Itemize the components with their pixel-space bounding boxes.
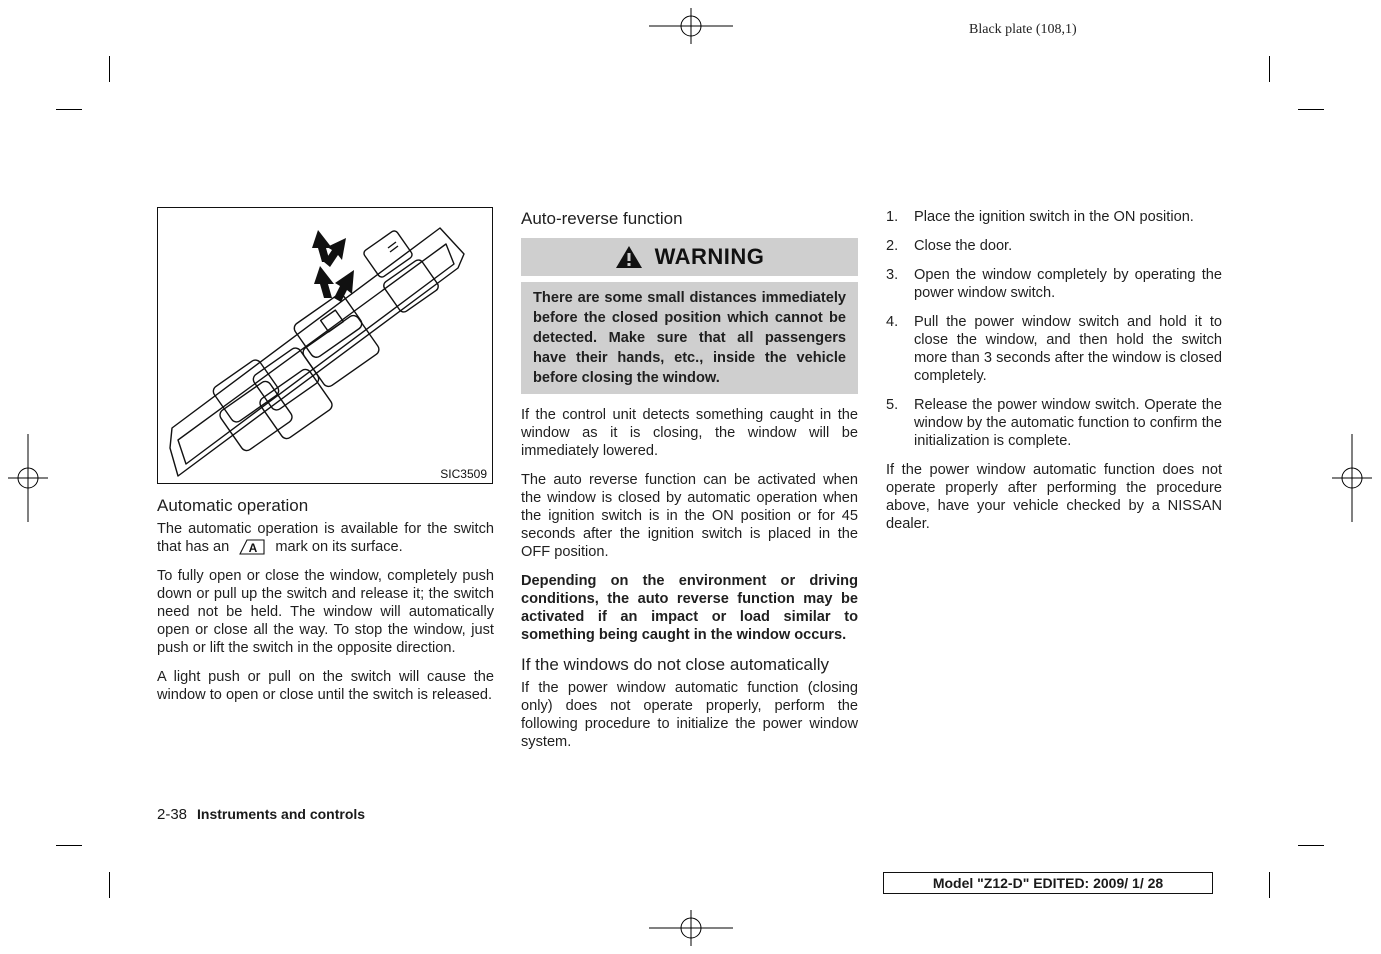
step-number: 4. [886, 314, 899, 330]
registration-mark-icon [1332, 434, 1372, 522]
list-item [886, 266, 1222, 302]
page-number: 2-38 [157, 806, 188, 823]
paragraph-text: The automatic operation is available for the switch that has an [157, 521, 494, 555]
section-heading-automatic-operation: Automatic operation [157, 496, 309, 515]
left-column [157, 496, 494, 715]
section-name: Instruments and controls [197, 806, 366, 822]
right-column [886, 208, 1222, 544]
crop-mark [1298, 845, 1324, 846]
step-number: 3. [886, 267, 899, 283]
power-window-switch-illustration [158, 208, 492, 483]
procedure-steps [886, 208, 1222, 450]
paragraph: If the power window automatic function does not operate properly after performing the procedure above, have your vehicle checked by a NISSAN dealer. [886, 462, 1222, 532]
step-number: 5. [886, 397, 899, 413]
middle-column [521, 209, 858, 762]
model-edit-box: Model "Z12-D" EDITED: 2009/ 1/ 28 [883, 872, 1213, 894]
registration-mark-icon [649, 910, 733, 946]
crop-mark [56, 845, 82, 846]
step-text: Release the power window switch. Operate the window by the automatic function to confirm the initialization is complete. [914, 397, 1222, 449]
paragraph: If the control unit detects something caught in the window as it is closing, the window will be immediately lowered. [521, 407, 858, 459]
page-footer [157, 806, 365, 823]
paragraph-text: mark on its surface. [275, 539, 403, 555]
section-heading-windows-not-close: If the windows do not close automatically [521, 655, 830, 674]
step-text: Open the window completely by operating the power window switch. [914, 267, 1222, 301]
list-item [886, 396, 1222, 450]
warning-header [521, 238, 858, 276]
crop-mark [56, 109, 82, 110]
list-item [886, 313, 1222, 385]
paragraph [157, 520, 494, 556]
paragraph: The auto reverse function can be activated when the window is closed by automatic operation when the ignition switch is in the ON position or for 45 seconds after the ignition switch is placed in the OFF position. [521, 472, 858, 560]
list-item [886, 237, 1222, 255]
warning-text: There are some small distances immediately before the closed position which cannot be detected. Make sure that all passengers have their hands, etc., inside the vehicle before closing the window. [521, 282, 858, 394]
paragraph-bold: Depending on the environment or driving conditions, the auto reverse function may be activated if an impact or load similar to something being caught in the window occurs. [521, 573, 858, 643]
registration-mark-icon [649, 8, 733, 44]
power-window-switch-figure [157, 207, 493, 484]
crop-mark [1269, 56, 1270, 82]
list-item [886, 208, 1222, 226]
step-text: Place the ignition switch in the ON position. [914, 209, 1194, 225]
step-text: Close the door. [914, 238, 1013, 254]
step-text: Pull the power window switch and hold it to close the window, and then hold the switch more than 3 seconds after the window is closed completely. [914, 314, 1222, 384]
warning-title: WARNING [654, 244, 765, 269]
registration-mark-icon [8, 434, 48, 522]
auto-mark-letter: A [248, 541, 258, 556]
figure-caption: SIC3509 [440, 467, 487, 481]
warning-triangle-icon [615, 245, 643, 269]
crop-mark [1269, 872, 1270, 898]
paragraph: To fully open or close the window, completely push down or pull up the switch and release it; the switch need not be held. The window will automatically open or close all the way. To stop the window, just push or lift the switch in the opposite direction. [157, 568, 494, 656]
step-number: 2. [886, 238, 899, 254]
crop-mark [109, 56, 110, 82]
step-number: 1. [886, 209, 899, 225]
crop-mark [1298, 109, 1324, 110]
plate-label: Black plate (108,1) [969, 22, 1077, 37]
auto-mark-icon [239, 539, 265, 555]
paragraph: A light push or pull on the switch will cause the window to open or close until the switch is released. [157, 669, 494, 703]
crop-mark [109, 872, 110, 898]
section-heading-auto-reverse: Auto-reverse function [521, 209, 683, 228]
paragraph: If the power window automatic function (closing only) does not operate properly, perform the following procedure to initialize the power window system. [521, 680, 858, 750]
